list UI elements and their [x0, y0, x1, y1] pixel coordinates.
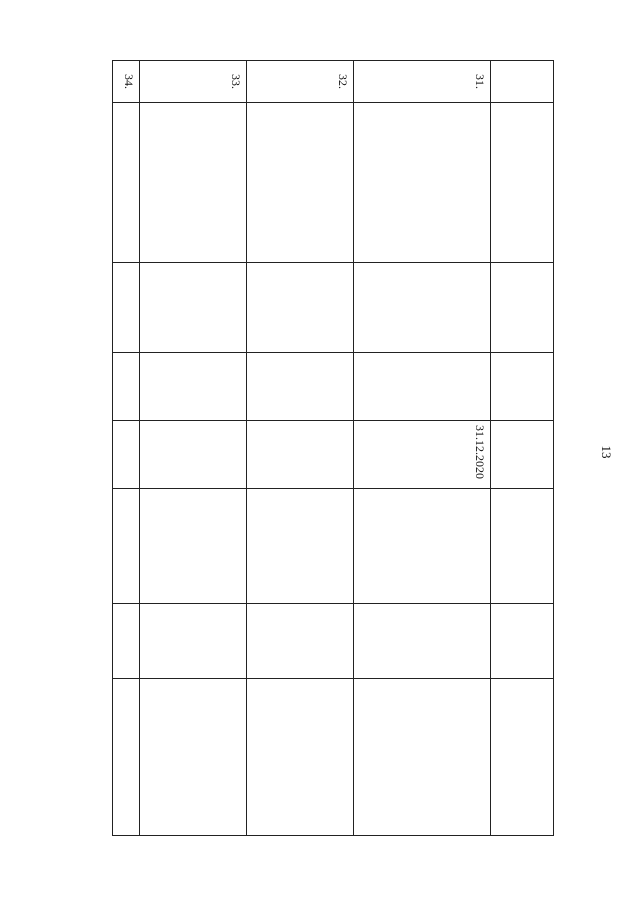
row-start: [113, 353, 140, 421]
row-name: [247, 103, 354, 263]
header-num: [491, 61, 554, 103]
header-start: [491, 353, 554, 421]
row-num: 34.: [113, 61, 140, 103]
row-num: 31.: [354, 61, 491, 103]
row-result-value: [354, 604, 491, 679]
page-number: 13: [599, 445, 614, 459]
row-end: 31.12.2020: [354, 421, 491, 489]
row-executor: [247, 263, 354, 353]
row-indicator: [113, 679, 140, 836]
row-result-desc: [140, 489, 247, 604]
row-end: [247, 421, 354, 489]
row-end: [113, 421, 140, 489]
measures-table: [112, 60, 554, 836]
table-row: [113, 61, 140, 836]
row-name: [140, 103, 247, 263]
table-row: [247, 61, 354, 836]
header-executor: [491, 263, 554, 353]
row-name: [113, 103, 140, 263]
row-indicator: [247, 679, 354, 836]
row-result-value: [140, 604, 247, 679]
rotated-table-wrapper: [44, 60, 554, 835]
header-result-desc: [491, 489, 554, 604]
row-executor: [140, 263, 247, 353]
header-result-value: [491, 604, 554, 679]
header-end: [491, 421, 554, 489]
row-name: [354, 103, 491, 263]
row-start: [354, 353, 491, 421]
row-executor: [354, 263, 491, 353]
table-row: [354, 61, 491, 836]
row-result-value: [113, 604, 140, 679]
header-name: [491, 103, 554, 263]
row-result-desc: [247, 489, 354, 604]
row-end: [140, 421, 247, 489]
row-result-desc: [354, 489, 491, 604]
row-num: 32.: [247, 61, 354, 103]
row-indicator: [140, 679, 247, 836]
table-header-row: [491, 61, 554, 836]
header-indicator: [491, 679, 554, 836]
row-start: [247, 353, 354, 421]
row-result-value: [247, 604, 354, 679]
table-row: [140, 61, 247, 836]
row-start: [140, 353, 247, 421]
row-num: 33.: [140, 61, 247, 103]
row-executor: [113, 263, 140, 353]
row-indicator: [354, 679, 491, 836]
row-result-desc: [113, 489, 140, 604]
